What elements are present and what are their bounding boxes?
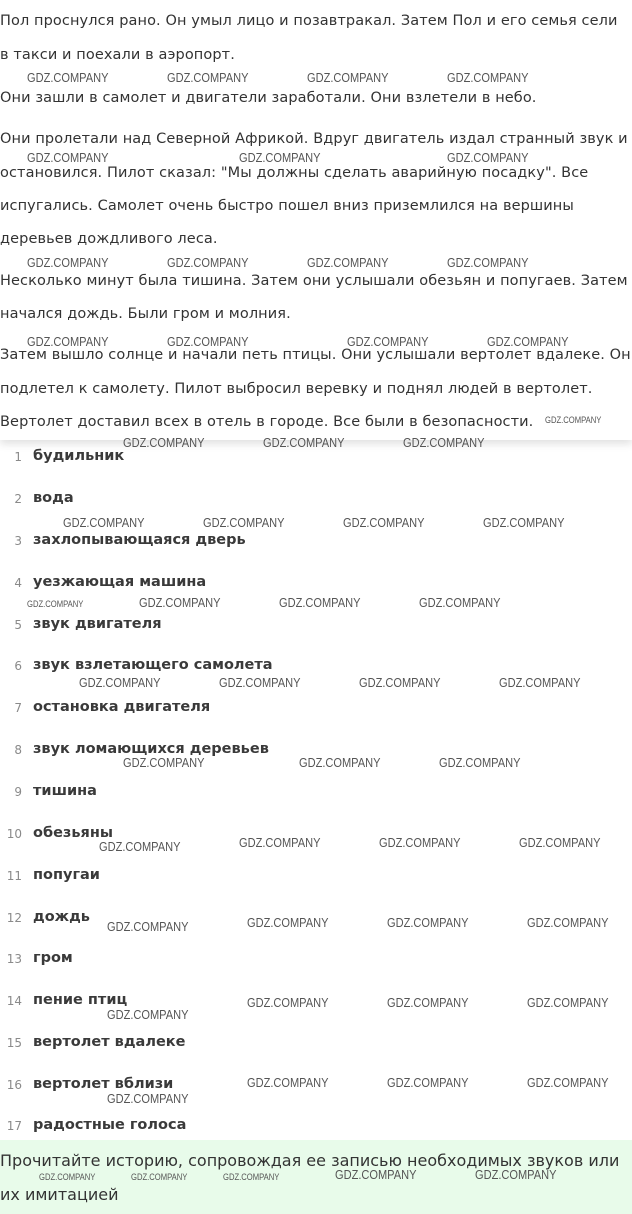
item-number: 9	[14, 785, 22, 799]
list-item	[0, 574, 400, 598]
story-line: начался дождь. Были гром и молния.	[0, 306, 291, 322]
item-number: 15	[6, 1036, 22, 1050]
list-item	[0, 1117, 400, 1141]
item-label: вертолет вдалеке	[33, 1034, 186, 1050]
story-line: Вертолет доставил всех в отель в городе. Все были в безопасности.	[0, 414, 534, 430]
watermark: GDZ.COMPANY	[123, 435, 205, 450]
watermark: GDZ.COMPANY	[167, 70, 249, 85]
watermark: GDZ.COMPANY	[387, 995, 469, 1010]
story-line: Несколько минут была тишина. Затем они услышали обезьян и попугаев. Затем	[0, 273, 628, 289]
watermark: GDZ.COMPANY	[99, 839, 181, 854]
task-line: их имитацией	[0, 1185, 119, 1204]
story-line: Пол проснулся рано. Он умыл лицо и позавтракал. Затем Пол и его семья сели	[0, 13, 618, 29]
list-item	[0, 783, 400, 807]
watermark: GDZ.COMPANY	[527, 1075, 609, 1090]
watermark: GDZ.COMPANY	[359, 675, 441, 690]
watermark: GDZ.COMPANY	[307, 70, 389, 85]
watermark: GDZ.COMPANY	[447, 70, 529, 85]
watermark: GDZ.COMPANY	[263, 435, 345, 450]
watermark: GDZ.COMPANY	[239, 835, 321, 850]
item-number: 5	[14, 618, 22, 632]
item-number: 7	[14, 701, 22, 715]
task-line: Прочитайте историю, сопровождая ее записью необходимых звуков или	[0, 1151, 620, 1170]
watermark: GDZ.COMPANY	[279, 595, 361, 610]
story-line: деревьев дождливого леса.	[0, 231, 218, 247]
watermark: GDZ.COMPANY	[167, 255, 249, 270]
item-label: обезьяны	[33, 825, 113, 841]
item-label: остановка двигателя	[33, 699, 211, 715]
watermark: GDZ.COMPANY	[487, 334, 569, 349]
item-number: 14	[6, 994, 22, 1008]
watermark: GDZ.COMPANY	[343, 515, 425, 530]
item-number: 3	[14, 534, 22, 548]
story-line: Они пролетали над Северной Африкой. Вдруг двигатель издал странный звук и	[0, 131, 628, 147]
story-line: в такси и поехали в аэропорт.	[0, 47, 235, 63]
watermark: GDZ.COMPANY	[527, 915, 609, 930]
item-number: 6	[14, 659, 22, 673]
watermark: GDZ.COMPANY	[123, 755, 205, 770]
task-banner	[0, 1140, 632, 1214]
watermark: GDZ.COMPANY	[307, 255, 389, 270]
watermark: GDZ.COMPANY	[447, 255, 529, 270]
watermark: GDZ.COMPANY	[347, 334, 429, 349]
watermark: GDZ.COMPANY	[63, 515, 145, 530]
watermark: GDZ.COMPANY	[387, 1075, 469, 1090]
story-line: Они зашли в самолет и двигатели заработали. Они взлетели в небо.	[0, 90, 537, 106]
list-item	[0, 699, 400, 723]
item-number: 10	[6, 827, 22, 841]
watermark: GDZ.COMPANY	[219, 675, 301, 690]
watermark: GDZ.COMPANY	[107, 1007, 189, 1022]
watermark: GDZ.COMPANY	[39, 1172, 96, 1182]
list-item	[0, 950, 400, 974]
list-item	[0, 657, 400, 681]
list-item	[0, 616, 400, 640]
watermark: GDZ.COMPANY	[27, 255, 109, 270]
watermark: GDZ.COMPANY	[27, 150, 109, 165]
list-item	[0, 448, 400, 472]
story-line: испугались. Самолет очень быстро пошел вниз приземлился на вершины	[0, 198, 574, 214]
item-number: 4	[14, 576, 22, 590]
item-number: 2	[14, 492, 22, 506]
item-label: уезжающая машина	[33, 574, 207, 590]
item-label: вертолет вблизи	[33, 1076, 174, 1092]
item-label: тишина	[33, 783, 97, 799]
item-label: захлопывающаяся дверь	[33, 532, 246, 548]
item-label: пение птиц	[33, 992, 128, 1008]
item-label: вода	[33, 490, 74, 506]
story-line: остановился. Пилот сказал: "Мы должны сделать аварийную посадку". Все	[0, 165, 589, 181]
watermark: GDZ.COMPANY	[403, 435, 485, 450]
watermark: GDZ.COMPANY	[379, 835, 461, 850]
watermark: GDZ.COMPANY	[27, 334, 109, 349]
story-line: подлетел к самолету. Пилот выбросил веревку и поднял людей в вертолет.	[0, 381, 593, 397]
watermark: GDZ.COMPANY	[299, 755, 381, 770]
watermark: GDZ.COMPANY	[527, 995, 609, 1010]
watermark: GDZ.COMPANY	[247, 995, 329, 1010]
list-item	[0, 825, 400, 849]
item-label: гром	[33, 950, 73, 966]
list-item	[0, 741, 400, 765]
watermark: GDZ.COMPANY	[139, 595, 221, 610]
watermark: GDZ.COMPANY	[439, 755, 521, 770]
list-item	[0, 867, 400, 891]
list-item	[0, 992, 400, 1016]
watermark: GDZ.COMPANY	[247, 1075, 329, 1090]
watermark: GDZ.COMPANY	[223, 1172, 280, 1182]
watermark: GDZ.COMPANY	[79, 675, 161, 690]
watermark: GDZ.COMPANY	[27, 70, 109, 85]
watermark: GDZ.COMPANY	[27, 599, 84, 609]
story-panel	[0, 0, 632, 440]
watermark: GDZ.COMPANY	[107, 919, 189, 934]
item-label: попугаи	[33, 867, 100, 883]
item-number: 12	[6, 911, 22, 925]
item-number: 13	[6, 952, 22, 966]
watermark: GDZ.COMPANY	[247, 915, 329, 930]
watermark: GDZ.COMPANY	[519, 835, 601, 850]
watermark: GDZ.COMPANY	[475, 1167, 557, 1182]
item-label: дождь	[33, 909, 90, 925]
watermark: GDZ.COMPANY	[107, 1091, 189, 1106]
item-label: радостные голоса	[33, 1117, 187, 1133]
item-number: 17	[6, 1119, 22, 1133]
list-item	[0, 1034, 400, 1058]
watermark: GDZ.COMPANY	[387, 915, 469, 930]
list-item	[0, 532, 400, 556]
story-line: Затем вышло солнце и начали петь птицы. Они услышали вертолет вдалеке. Он	[0, 347, 631, 363]
item-number: 16	[6, 1078, 22, 1092]
item-label: звук ломающихся деревьев	[33, 741, 269, 757]
watermark: GDZ.COMPANY	[131, 1172, 188, 1182]
watermark: GDZ.COMPANY	[419, 595, 501, 610]
item-label: звук двигателя	[33, 616, 162, 632]
watermark: GDZ.COMPANY	[499, 675, 581, 690]
watermark: GDZ.COMPANY	[483, 515, 565, 530]
item-number: 11	[6, 869, 22, 883]
item-number: 1	[14, 450, 22, 464]
item-label: звук взлетающего самолета	[33, 657, 273, 673]
watermark: GDZ.COMPANY	[545, 415, 602, 425]
list-item	[0, 909, 400, 933]
watermark: GDZ.COMPANY	[167, 334, 249, 349]
watermark: GDZ.COMPANY	[239, 150, 321, 165]
watermark: GDZ.COMPANY	[447, 150, 529, 165]
list-item	[0, 1076, 400, 1100]
item-label: будильник	[33, 448, 125, 464]
list-item	[0, 490, 400, 514]
item-number: 8	[14, 743, 22, 757]
watermark: GDZ.COMPANY	[335, 1167, 417, 1182]
watermark: GDZ.COMPANY	[203, 515, 285, 530]
